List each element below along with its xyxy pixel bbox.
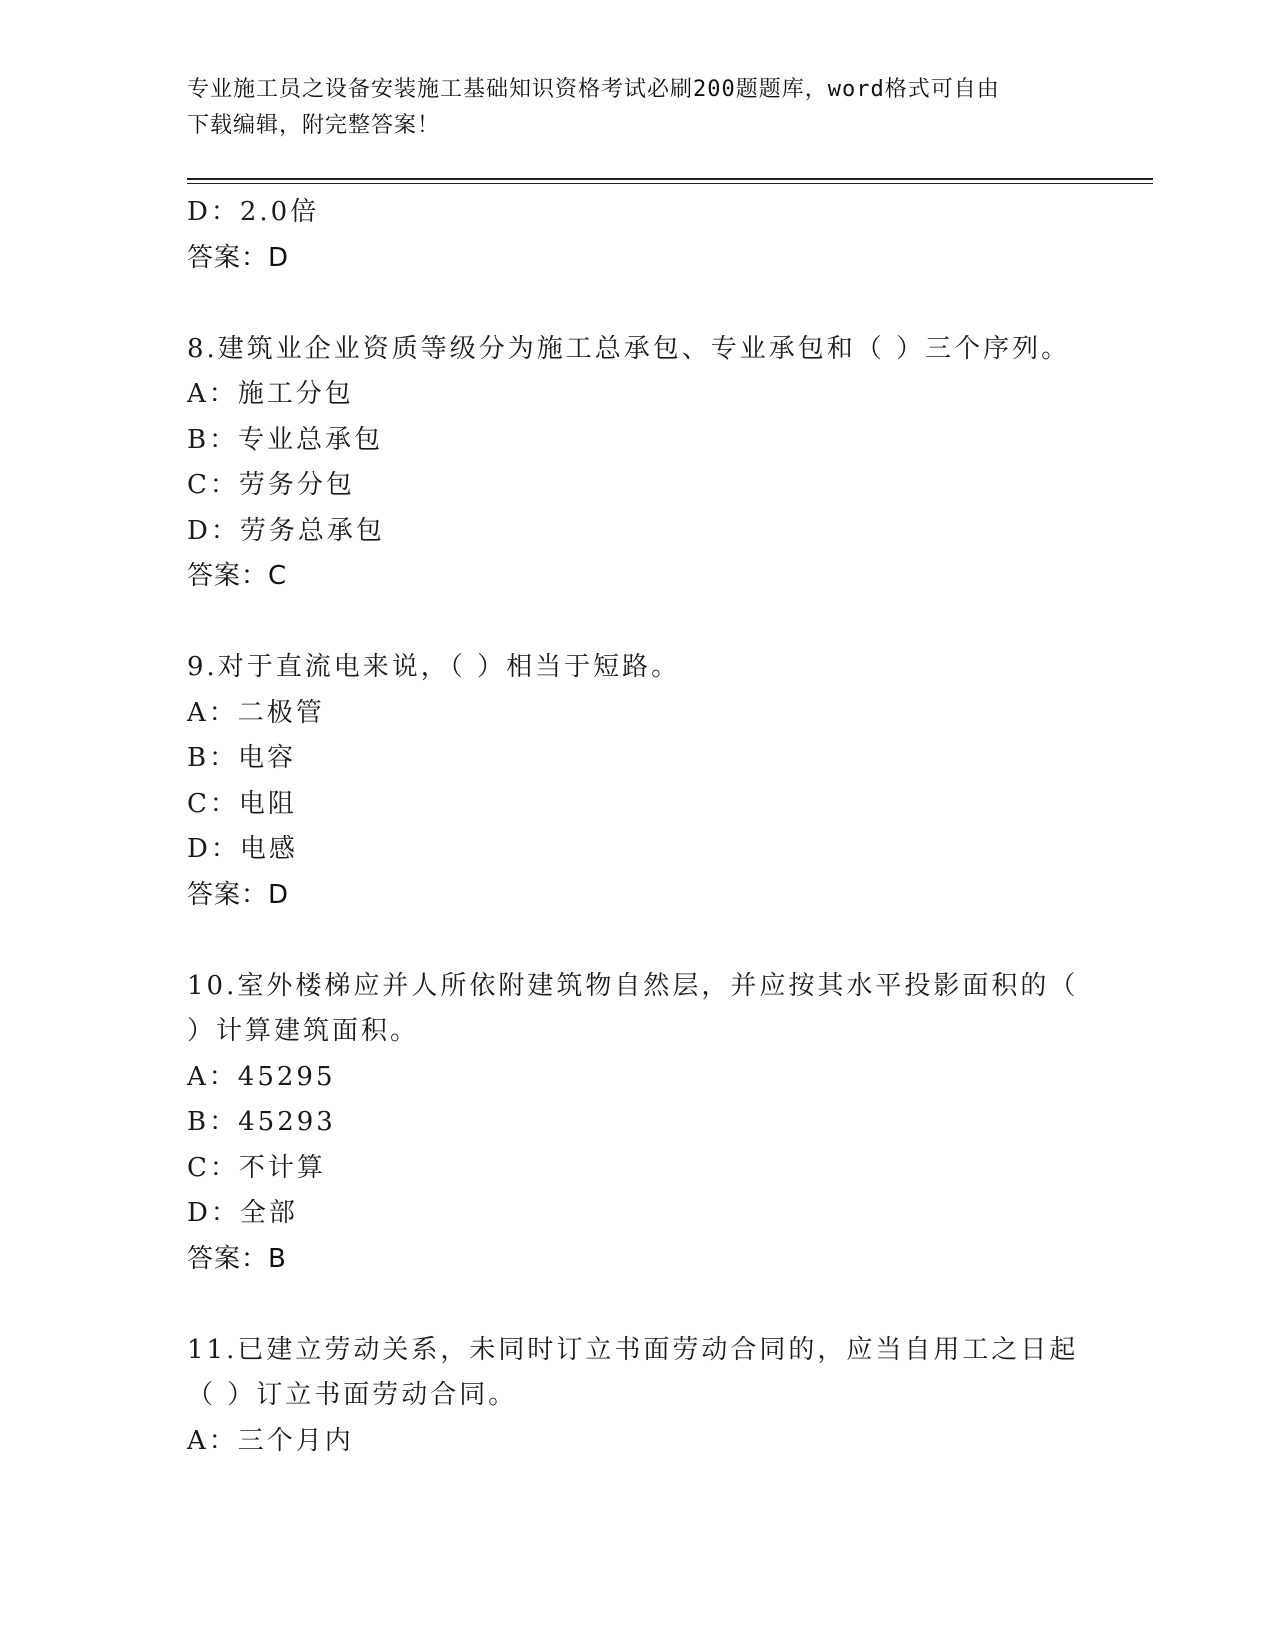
question-10-option-c: C：不计算 xyxy=(187,1152,326,1183)
prev-option-d: D：2.0倍 xyxy=(187,197,320,227)
question-10-answer: 答案：B xyxy=(187,1243,287,1274)
question-10-stem-line-1: 10.室外楼梯应并人所依附建筑物自然层，并应按其水平投影面积的（ xyxy=(187,970,1079,1001)
spacer xyxy=(187,918,1087,964)
question-10-stem-line-2: ）计算建筑面积。 xyxy=(187,1016,420,1046)
header-line-2: 下载编辑，附完整答案！ xyxy=(187,113,441,138)
question-8-option-b: B：专业总承包 xyxy=(187,424,384,455)
question-11-stem-line-2: （ ）订立书面劳动合同。 xyxy=(187,1380,518,1410)
question-9-answer: 答案：D xyxy=(187,879,290,910)
question-11-option-a: A：三个月内 xyxy=(187,1425,354,1456)
question-10-option-a: A：45295 xyxy=(187,1061,336,1092)
spacer xyxy=(187,1282,1087,1328)
question-8-stem: 8.建筑业企业资质等级分为施工总承包、专业承包和（ ）三个序列。 xyxy=(187,333,1071,364)
question-content xyxy=(187,190,1087,1464)
question-9-option-c: C：电阻 xyxy=(187,788,297,819)
question-10-option-b: B：45293 xyxy=(187,1107,336,1137)
header-rule-thick xyxy=(187,178,1153,180)
question-8-answer: 答案：C xyxy=(187,561,288,591)
prev-answer: 答案：D xyxy=(187,242,290,273)
question-9-option-a: A：二极管 xyxy=(187,697,325,728)
spacer xyxy=(187,281,1087,327)
question-8-option-a: A：施工分包 xyxy=(187,379,354,409)
question-10-option-d: D：全部 xyxy=(187,1198,298,1228)
header-rule-thin xyxy=(187,183,1153,184)
question-8-option-d: D：劳务总承包 xyxy=(187,515,385,546)
document-header xyxy=(187,72,1087,144)
spacer xyxy=(187,600,1087,646)
question-8-option-c: C：劳务分包 xyxy=(187,470,355,500)
question-9-option-b: B：电容 xyxy=(187,743,297,773)
header-line-1: 专业施工员之设备安装施工基础知识资格考试必刷200题题库，word格式可自由 xyxy=(187,77,1000,102)
question-11-stem-line-1: 11.已建立劳动关系，未同时订立书面劳动合同的，应当自用工之日起 xyxy=(187,1334,1079,1365)
question-9-stem: 9.对于直流电来说，（ ）相当于短路。 xyxy=(187,652,681,682)
question-9-option-d: D：电感 xyxy=(187,834,298,864)
